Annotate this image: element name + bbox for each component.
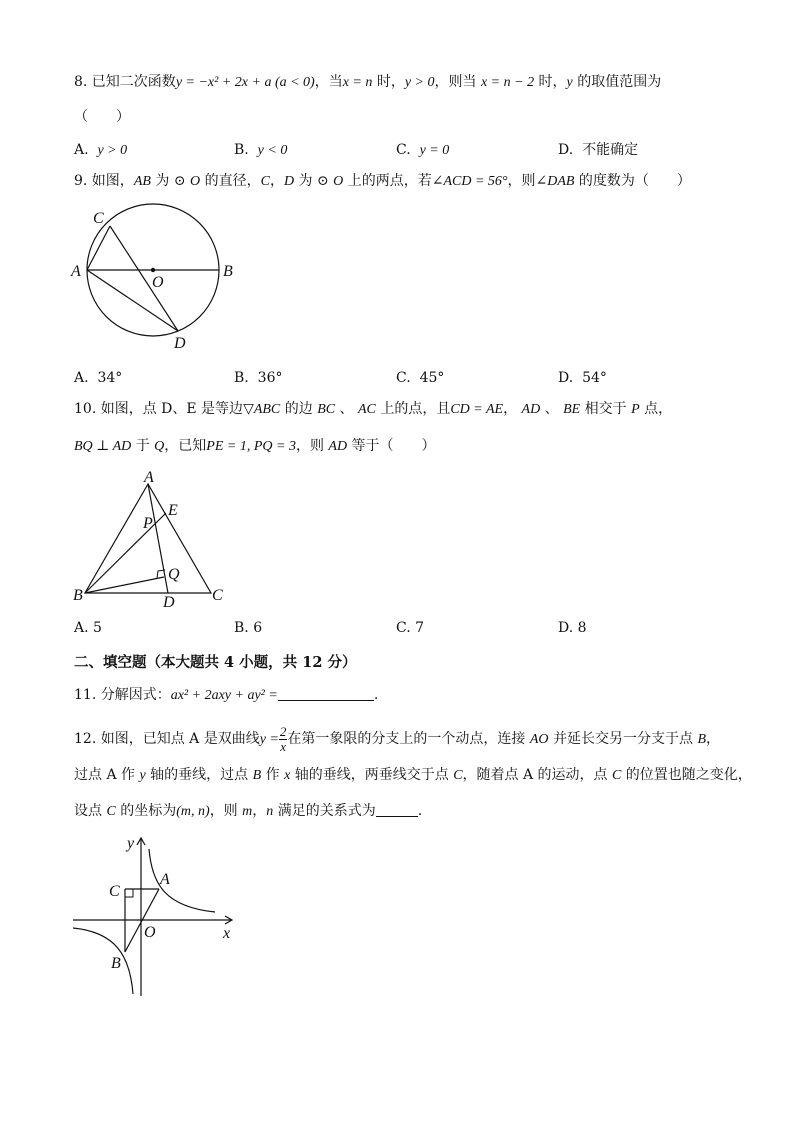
q8-option-b: B. y < 0 bbox=[234, 142, 288, 158]
q9-stem: 9. 如图，AB 为 ⊙ O 的直径，C，D 为 ⊙ O 上的两点，若∠ACD = 56°，则∠DAB 的度数为（ ） bbox=[74, 173, 691, 189]
q12-label-a: A bbox=[160, 871, 170, 888]
q11-stem: 11. 分解因式：ax² + 2axy + ay² = . bbox=[74, 687, 379, 703]
q12-fraction: $\frac{2}{x}$ bbox=[279, 723, 287, 754]
q10-option-d: D. 8 bbox=[558, 620, 587, 636]
q12-label-c: C bbox=[109, 883, 120, 900]
q12-label-b: B bbox=[111, 955, 121, 972]
q10-option-c: C. 7 bbox=[396, 620, 425, 636]
q12-right-angle-mark bbox=[125, 889, 133, 897]
q10-label-e: E bbox=[168, 502, 178, 519]
q12-stem-line1: 12. 如图，已知点 A 是双曲线y = $\frac{2}{x}$ 在第一象限的分支上的一个动点，连接 AO 并延长交另一分支于点 B， bbox=[74, 723, 720, 754]
q9-label-d: D bbox=[174, 335, 186, 352]
q10-label-c: C bbox=[212, 587, 223, 604]
q10-option-b: B. 6 bbox=[234, 620, 263, 636]
q12-hyperbola-branch-3 bbox=[73, 928, 133, 994]
q12-hyperbola-branch-1 bbox=[149, 849, 215, 912]
q12-stem-line3: 设点 C 的坐标为(m, n)，则 m，n 满足的关系式为 . bbox=[74, 803, 423, 819]
q9-option-c: C. 45° bbox=[396, 370, 445, 386]
q10-label-q: Q bbox=[168, 566, 180, 583]
q10-label-b: B bbox=[73, 587, 83, 604]
q12-stem-line2: 过点 A 作 y 轴的垂线，过点 B 作 x 轴的垂线，两垂线交于点 C，随着点 A 的运动，点 C 的位置也随之变化， bbox=[74, 767, 752, 783]
q8-stem: 8. 已知二次函数y = −x² + 2x + a (a < 0)，当x = n 时，y > 0，则当 x = n − 2 时，y 的取值范围为 bbox=[74, 74, 662, 90]
q10-label-a: A bbox=[144, 469, 154, 486]
q9-option-a: A. 34° bbox=[74, 370, 123, 386]
q8-paren: （ ） bbox=[74, 109, 130, 125]
q8-option-a: A. y > 0 bbox=[74, 142, 128, 158]
q10-stem-line2: BQ ⊥ AD 于 Q，已知PE = 1, PQ = 3，则 AD 等于（ ） bbox=[74, 438, 436, 454]
q8-function: y = −x² + 2x + a (a < 0) bbox=[175, 75, 315, 90]
q9-option-d: D. 54° bbox=[558, 370, 607, 386]
q9-label-a: A bbox=[71, 263, 81, 280]
q12-label-o: O bbox=[144, 924, 156, 941]
q10-option-a: A. 5 bbox=[74, 620, 102, 636]
q9-option-b: B. 36° bbox=[234, 370, 283, 386]
q8-option-c: C. y = 0 bbox=[396, 142, 450, 158]
q10-label-p: P bbox=[143, 515, 153, 532]
q9-label-b: B bbox=[223, 263, 233, 280]
q10-stem-line1: 10. 如图，点 D、E 是等边▽ABC 的边 BC 、 AC 上的点，且CD = AE， AD 、 BE 相交于 P 点， bbox=[74, 401, 673, 417]
q10-label-d: D bbox=[163, 594, 175, 611]
q8-option-d: D. 不能确定 bbox=[558, 142, 639, 158]
section-heading-fill-in: 二、填空题（本大题共 4 小题，共 12 分） bbox=[74, 654, 357, 671]
q9-label-c: C bbox=[93, 210, 104, 227]
q12-label-y: y bbox=[127, 835, 135, 852]
q12-label-x: x bbox=[223, 925, 231, 942]
q9-label-o: O bbox=[152, 274, 164, 291]
